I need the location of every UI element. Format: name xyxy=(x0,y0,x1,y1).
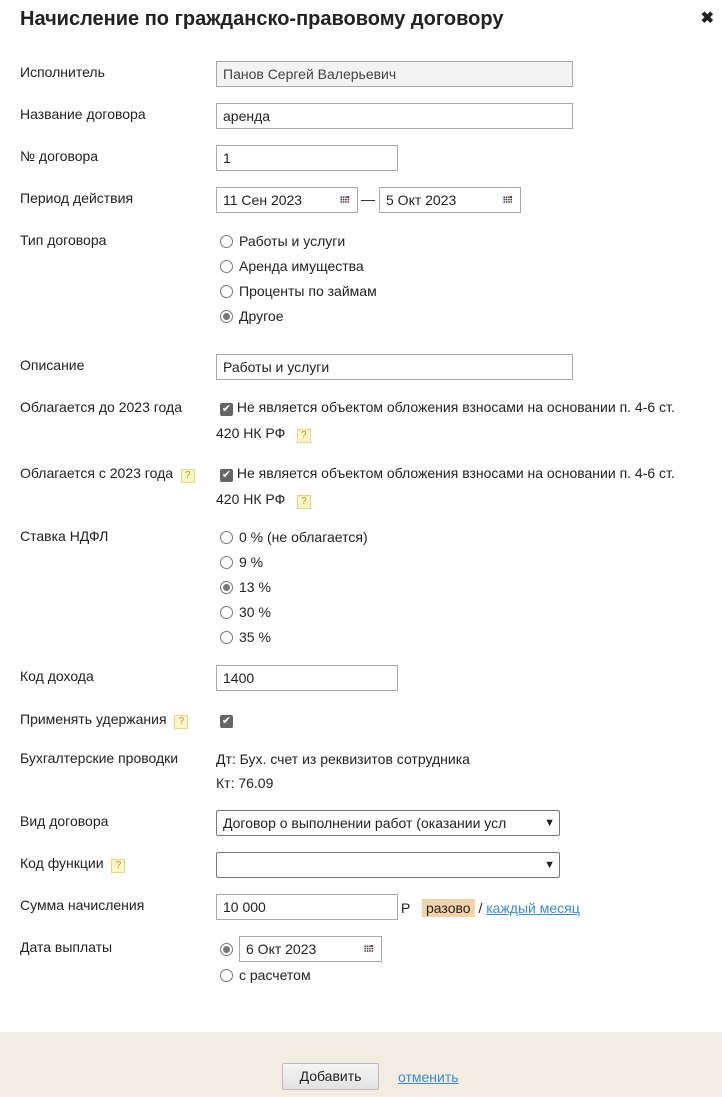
period-from-value: 11 Сен 2023 xyxy=(223,192,303,208)
executor-field[interactable]: Панов Сергей Валерьевич xyxy=(216,61,573,87)
deductions-checkbox[interactable]: ✔ xyxy=(221,715,232,727)
radio-ndfl-9[interactable] xyxy=(220,553,368,571)
separator: / xyxy=(478,900,483,916)
checkbox-text: Не является объектом обложения взносами на основании п. 4-6 ст. xyxy=(236,399,675,415)
description-field[interactable]: Работы и услуги xyxy=(216,354,573,380)
help-icon[interactable]: ? xyxy=(297,429,311,443)
monthly-link[interactable]: каждый месяц xyxy=(486,900,580,916)
function-code-select[interactable] xyxy=(216,852,560,878)
contract-no-field[interactable]: 1 xyxy=(216,145,398,171)
contract-name-field[interactable]: аренда xyxy=(216,103,573,129)
contract-name-label: Название договора xyxy=(20,106,146,122)
period-label: Период действия xyxy=(20,190,134,206)
period-to-field[interactable] xyxy=(379,187,521,213)
pay-date-value: 6 Окт 2023 xyxy=(246,941,317,957)
radio-label: Аренда имущества xyxy=(239,258,364,274)
taxed-before-checkbox[interactable] xyxy=(220,398,675,416)
radio-label: 9 % xyxy=(239,554,264,570)
radio-label: 0 % (не облагается) xyxy=(239,529,368,545)
checkbox-text-cont: 420 НК РФ xyxy=(216,425,286,441)
radio-label: Работы и услуги xyxy=(239,233,346,249)
ndfl-label: Ставка НДФЛ xyxy=(20,528,109,544)
pay-date-field[interactable] xyxy=(239,936,382,962)
radio-ndfl-0[interactable] xyxy=(220,528,368,546)
radio-ndfl-13[interactable] xyxy=(220,578,368,596)
cancel-link[interactable]: отменить xyxy=(398,1069,459,1085)
taxed-after-label: Облагается с 2023 года xyxy=(20,465,174,481)
pay-date-label: Дата выплаты xyxy=(20,939,113,955)
radio-label: 35 % xyxy=(239,629,271,645)
income-code-label: Код дохода xyxy=(20,668,94,684)
postings-dt: Дт: Бух. счет из реквизитов сотрудника xyxy=(216,751,470,767)
postings-kt: Кт: 76.09 xyxy=(216,775,274,791)
amount-field[interactable]: 10 000 xyxy=(216,894,398,920)
help-icon[interactable]: ? xyxy=(297,495,311,509)
description-label: Описание xyxy=(20,357,85,373)
once-option[interactable]: разово xyxy=(422,899,475,917)
contract-kind-label: Вид договора xyxy=(20,813,109,829)
contract-no-label: № договора xyxy=(20,148,99,164)
amount-label: Сумма начисления xyxy=(20,897,145,913)
calendar-icon[interactable] xyxy=(503,196,512,203)
executor-label: Исполнитель xyxy=(20,64,105,80)
radio-ndfl-35[interactable] xyxy=(220,628,368,646)
radio-loans[interactable] xyxy=(220,282,377,300)
help-icon[interactable]: ? xyxy=(181,469,195,483)
radio-label: с расчетом xyxy=(239,967,311,983)
close-icon[interactable]: ✖ xyxy=(700,10,714,27)
radio-other[interactable] xyxy=(220,307,377,325)
radio-rent[interactable] xyxy=(220,257,377,275)
chevron-down-icon: ▼ xyxy=(544,859,555,871)
checkbox-checked-icon[interactable]: ✔ xyxy=(221,469,232,481)
radio-label: 13 % xyxy=(239,579,271,595)
chevron-down-icon: ▼ xyxy=(544,817,555,829)
calendar-icon[interactable] xyxy=(340,196,349,203)
checkbox-text: Не является объектом обложения взносами на основании п. 4-6 ст. xyxy=(236,465,675,481)
function-code-label: Код функции xyxy=(20,855,104,871)
radio-label: 30 % xyxy=(239,604,271,620)
radio-with-calc[interactable] xyxy=(220,966,311,984)
ndfl-radio-group xyxy=(220,528,368,646)
period-to-value: 5 Окт 2023 xyxy=(386,192,457,208)
period-separator: — xyxy=(361,191,375,207)
deductions-label: Применять удержания xyxy=(20,711,167,727)
taxed-after-checkbox[interactable] xyxy=(220,464,675,482)
help-icon[interactable]: ? xyxy=(111,859,125,873)
radio-label: Другое xyxy=(239,308,284,324)
checkbox-text-cont: 420 НК РФ xyxy=(216,491,286,507)
checkbox-checked-icon[interactable]: ✔ xyxy=(221,403,232,415)
contract-kind-select[interactable] xyxy=(216,810,560,836)
income-code-field[interactable]: 1400 xyxy=(216,665,398,691)
radio-label: Проценты по займам xyxy=(239,283,377,299)
add-button[interactable]: Добавить xyxy=(282,1063,379,1090)
currency-label: Р xyxy=(401,900,411,916)
select-value: Договор о выполнении работ (оказании усл xyxy=(223,815,507,831)
dialog-title: Начисление по гражданско-правовому договору xyxy=(20,8,504,30)
radio-pay-date[interactable] xyxy=(220,940,233,958)
period-from-field[interactable] xyxy=(216,187,358,213)
postings-label: Бухгалтерские проводки xyxy=(20,750,179,766)
radio-ndfl-30[interactable] xyxy=(220,603,368,621)
radio-works[interactable] xyxy=(220,232,377,250)
taxed-before-label: Облагается до 2023 года xyxy=(20,399,182,415)
contract-type-label: Тип договора xyxy=(20,232,107,248)
calendar-icon[interactable] xyxy=(364,945,373,952)
help-icon[interactable]: ? xyxy=(174,715,188,729)
contract-type-radio-group xyxy=(220,232,377,325)
